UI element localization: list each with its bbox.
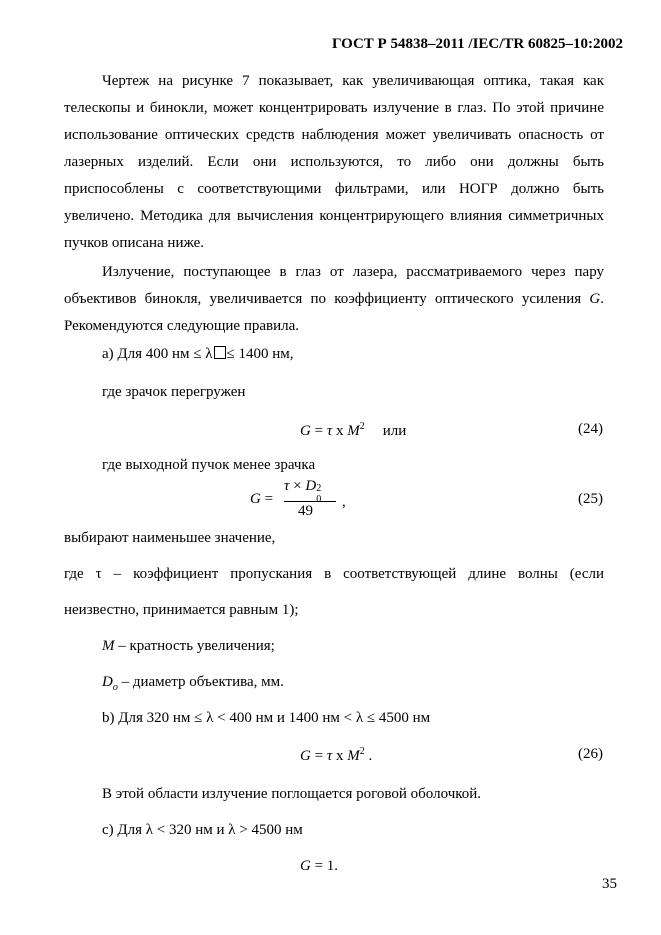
do-definition-text: – диаметр объектива, мм. — [117, 674, 284, 690]
eq25-exponent: 2 — [316, 483, 322, 494]
document-header: ГОСТ Р 54838–2011 /IEC/TR 60825–10:2002 — [331, 36, 623, 52]
item-c: c) Для λ < 320 нм и λ > 4500 нм — [102, 822, 303, 838]
eq26-exponent: 2 — [359, 746, 365, 757]
eq24-g: G — [300, 423, 311, 439]
equation-26-number: (26) — [578, 746, 603, 762]
eq26-times: x — [332, 748, 348, 764]
eq25-denominator: 49 — [298, 503, 313, 519]
equation-25-lhs — [250, 491, 273, 508]
eq25-tau: τ — [284, 478, 290, 494]
eq24-times: x — [332, 423, 348, 439]
eq24-m: M — [347, 423, 360, 439]
eq27-rest: = 1. — [310, 858, 339, 874]
eq25-subscript: 0 — [316, 494, 322, 505]
paragraph-gain-end: . Рекомендуются следующие правила. — [64, 291, 604, 334]
eq25-numerator — [284, 478, 324, 505]
equation-g-one — [300, 858, 338, 875]
eq25-times: × — [289, 478, 306, 494]
gain-symbol: G — [589, 291, 601, 307]
eq25-g: G — [250, 491, 261, 507]
page-number: 35 — [602, 876, 617, 892]
do-definition — [102, 674, 284, 693]
paragraph-optics: Чертеж на рисунке 7 показывает, как увеличивающая оптика, такая как телескопы и бинокли, может концентрировать излучение в глаз. По этой причине использование оптических средств наблюдения может увеличивать опасность от лазерных изделий. Если они используются, то либо они должны быть приспособлены с соответствующими фильтрами, или НОГР должно быть увеличено. Методика для вычисления концентрирующего влияния симметричных пучков описана ниже. — [64, 73, 604, 251]
eq25-equals: = — [260, 491, 274, 507]
item-a-prefix: а) Для 400 нм ≤ λ — [102, 346, 213, 362]
eq24-exponent: 2 — [359, 421, 365, 432]
paragraph-gain-text: Излучение, поступающее в глаз от лазера, рассматриваемого через пару объективов бинокля, увеличивается по коэффициенту оптического усиления — [64, 264, 604, 307]
paragraph-gain — [64, 259, 604, 340]
eq25-d: D — [305, 478, 317, 494]
eq24-tau: τ — [326, 423, 333, 439]
eq24-equals: = — [310, 423, 327, 439]
m-definition — [102, 638, 275, 655]
do-subscript: o — [112, 682, 118, 693]
equation-24 — [300, 421, 406, 440]
choose-minimum-text: выбирают наименьшее значение, — [64, 530, 276, 546]
missing-glyph-box — [214, 346, 226, 359]
tau-definition-line1: где τ – коэффициент пропускания в соответствующей длине волны (если — [64, 566, 604, 582]
eq26-g: G — [300, 748, 311, 764]
eq26-m: M — [347, 748, 360, 764]
tau-definition-line2: неизвестно, принимается равным 1); — [64, 602, 299, 618]
fraction-bar — [284, 501, 336, 502]
equation-24-number: (24) — [578, 421, 603, 437]
item-b: b) Для 320 нм ≤ λ < 400 нм и 1400 нм < λ ≤ 4500 нм — [102, 710, 431, 726]
beam-smaller-text: где выходной пучок менее зрачка — [102, 457, 316, 473]
cornea-text: В этой области излучение поглощается роговой оболочкой. — [102, 786, 482, 802]
m-symbol: M — [102, 638, 115, 654]
eq26-equals: = — [310, 748, 327, 764]
m-definition-text: – кратность увеличения; — [114, 638, 275, 654]
item-a — [102, 346, 294, 363]
pupil-overfilled-text: где зрачок перегружен — [102, 384, 246, 400]
equation-26 — [300, 746, 372, 765]
equation-25-number: (25) — [578, 491, 603, 507]
do-symbol: D — [102, 674, 113, 690]
item-a-suffix: ≤ 1400 нм, — [226, 346, 294, 362]
eq26-tau: τ — [326, 748, 333, 764]
eq27-g: G — [300, 858, 311, 874]
eq26-dot: . — [364, 748, 373, 764]
eq24-or: или — [382, 423, 407, 439]
eq25-comma: , — [342, 494, 346, 510]
